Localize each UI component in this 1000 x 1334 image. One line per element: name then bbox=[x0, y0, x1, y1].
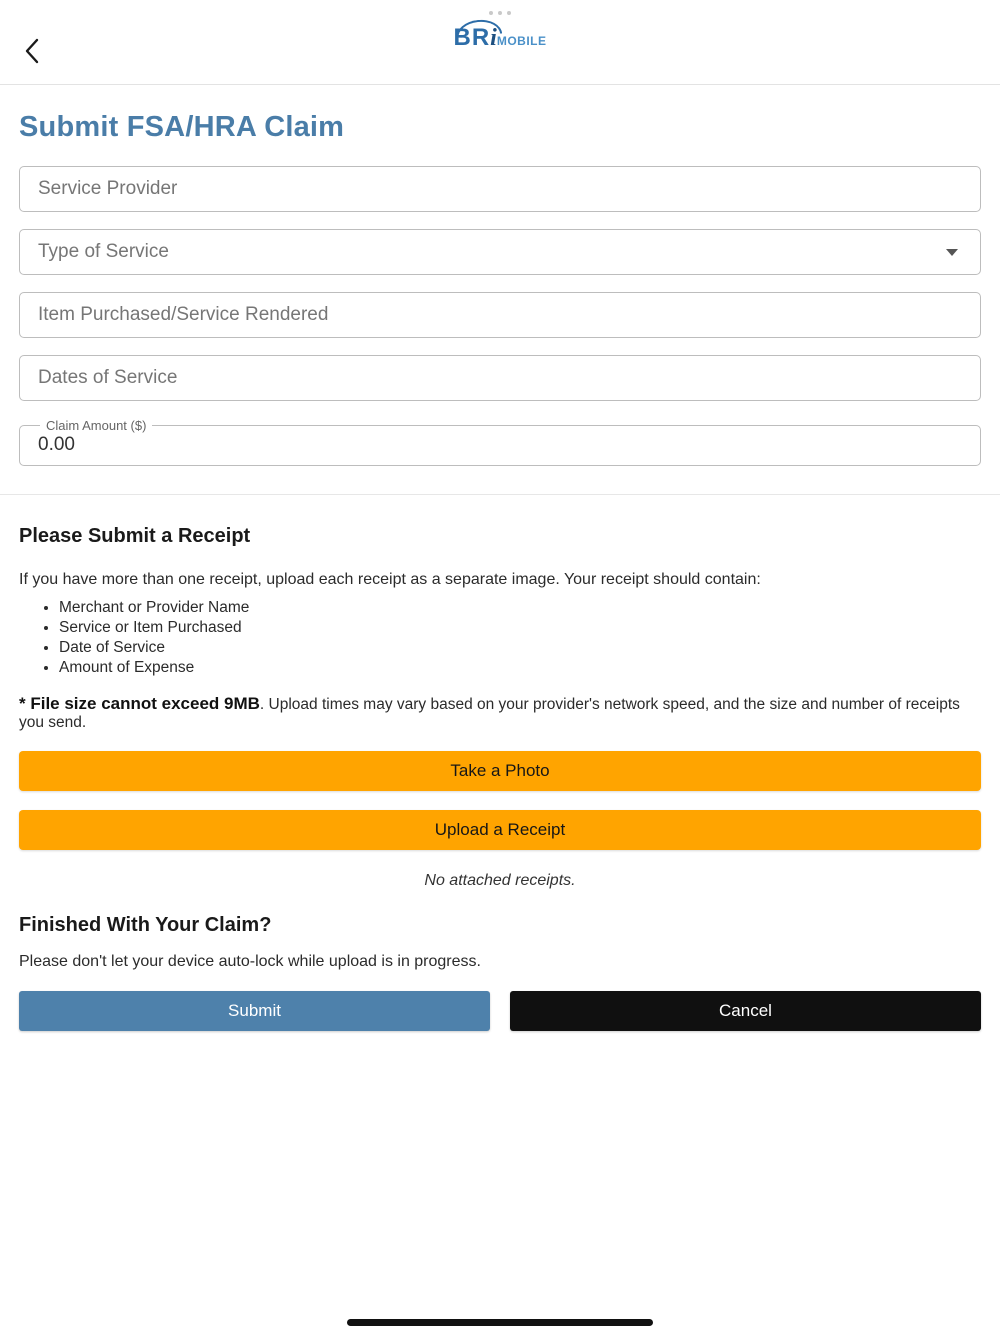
upload-receipt-button[interactable]: Upload a Receipt bbox=[19, 810, 981, 850]
list-item: • Service or Item Purchased bbox=[59, 619, 981, 637]
finish-section-heading: Finished With Your Claim? bbox=[19, 914, 272, 936]
file-size-note bbox=[19, 694, 981, 732]
type-of-service-placeholder: Type of Service bbox=[38, 241, 169, 262]
dropdown-caret-icon bbox=[946, 249, 958, 256]
claim-amount-input[interactable] bbox=[34, 433, 966, 456]
receipt-section-heading: Please Submit a Receipt bbox=[19, 525, 251, 547]
back-chevron-icon bbox=[22, 35, 42, 70]
bri-mobile-logo bbox=[453, 24, 546, 52]
file-size-note-rest: . Upload times may vary based on your provider's network speed, and the size and number of receipts you send. bbox=[19, 696, 960, 731]
header bbox=[0, 0, 1000, 85]
section-divider bbox=[0, 494, 1000, 495]
receipt-intro-text: If you have more than one receipt, upload each receipt as a separate image. Your receipt should contain: bbox=[19, 571, 761, 588]
type-of-service-select[interactable] bbox=[19, 229, 981, 275]
list-item: • Merchant or Provider Name bbox=[59, 599, 981, 617]
item-purchased-input[interactable] bbox=[19, 292, 981, 338]
no-receipts-text: No attached receipts. bbox=[424, 872, 576, 889]
logo-text-mobile: MOBILE bbox=[496, 34, 547, 48]
take-photo-button[interactable]: Take a Photo bbox=[19, 751, 981, 791]
action-buttons-row bbox=[19, 991, 981, 1031]
list-item: • Date of Service bbox=[59, 639, 981, 657]
receipt-requirements-list bbox=[19, 599, 981, 677]
claim-amount-field bbox=[19, 418, 981, 466]
logo-text-br: BR bbox=[453, 24, 491, 51]
home-indicator-handle[interactable] bbox=[347, 1319, 653, 1326]
file-size-note-bold: * File size cannot exceed 9MB bbox=[19, 694, 260, 713]
auto-lock-note: Please don't let your device auto-lock while upload is in progress. bbox=[19, 953, 481, 970]
claim-amount-label: Claim Amount ($) bbox=[46, 418, 147, 433]
cancel-button[interactable]: Cancel bbox=[510, 991, 981, 1031]
logo-text-i: i bbox=[490, 25, 497, 51]
page-title: Submit FSA/HRA Claim bbox=[19, 111, 345, 143]
main-content bbox=[0, 111, 1000, 1031]
back-button[interactable] bbox=[12, 32, 52, 72]
service-provider-input[interactable] bbox=[19, 166, 981, 212]
submit-button[interactable]: Submit bbox=[19, 991, 490, 1031]
list-item: • Amount of Expense bbox=[59, 659, 981, 677]
dates-of-service-input[interactable] bbox=[19, 355, 981, 401]
